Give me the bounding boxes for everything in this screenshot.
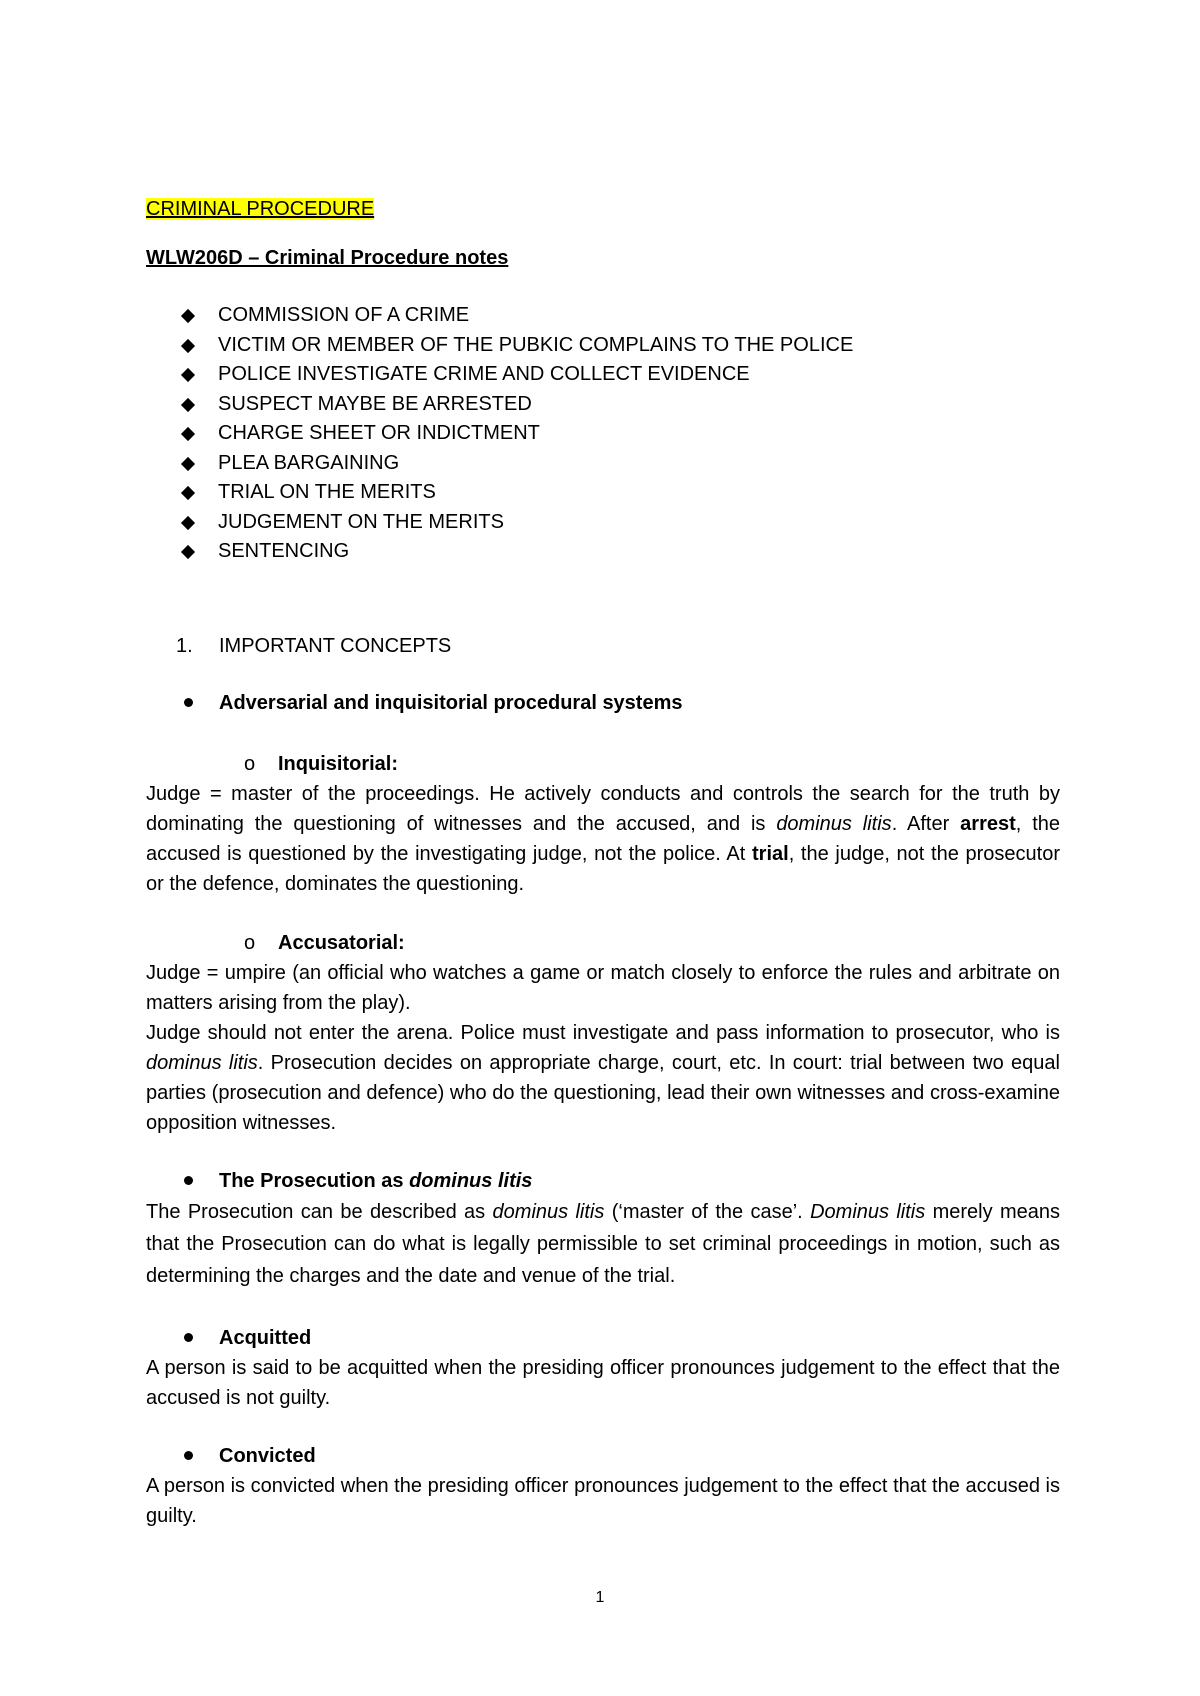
- paragraph-prosecution: The Prosecution can be described as dominus litis (‘master of the case’. Dominus litis merely means that the Prosecution can do what is legally permissible to set criminal proceedings in motion, such as determining the charges and the date and venue of the trial.: [146, 1201, 1060, 1287]
- paragraph-convicted: A person is convicted when the presiding officer pronounces judgement to the effect that the accused is guilty.: [146, 1475, 1060, 1527]
- list-item: SENTENCING: [180, 537, 853, 567]
- heading-accusatorial: o Accusatorial:: [244, 928, 405, 958]
- circle-bullet-icon: o: [244, 753, 256, 775]
- circle-bullet-icon: o: [244, 932, 256, 954]
- list-item: TRIAL ON THE MERITS: [180, 478, 853, 508]
- procedure-steps-list: [180, 301, 853, 567]
- section-heading-important-concepts: [176, 631, 451, 661]
- document-title: [146, 194, 374, 224]
- bullet-dot-icon: [184, 1333, 193, 1342]
- section-number: 1.: [176, 635, 193, 657]
- paragraph-inquisitorial: Judge = master of the proceedings. He actively conducts and controls the search for the truth by dominating the questioning of witnesses and the accused, and is dominus litis. After arrest, the accused is questioned by the investigating judge, not the police. At trial, the judge, not the prosecutor or the defence, dominates the questioning.: [146, 783, 1061, 895]
- diamond-bullet-icon: [182, 340, 194, 352]
- diamond-bullet-icon: [182, 546, 194, 558]
- heading-inquisitorial: o Inquisitorial:: [244, 749, 398, 779]
- paragraph-accusatorial-2: Judge should not enter the arena. Police must investigate and pass information to prosecutor, who is dominus litis. Prosecution decides on appropriate charge, court, etc. In court: trial between two equal parties (prosecution and defence) who do the questioning, lead their own witnesses and cross-examine opposition witnesses.: [146, 1022, 1060, 1134]
- list-item: CHARGE SHEET OR INDICTMENT: [180, 419, 853, 449]
- document-title-highlight: CRIMINAL PROCEDURE: [146, 198, 375, 220]
- heading-acquitted: Acquitted: [182, 1323, 311, 1353]
- list-item: VICTIM OR MEMBER OF THE PUBKIC COMPLAINS TO THE POLICE: [180, 331, 853, 361]
- diamond-bullet-icon: [182, 428, 194, 440]
- list-item: POLICE INVESTIGATE CRIME AND COLLECT EVIDENCE: [180, 360, 853, 390]
- heading-prosecution-dominus-litis: The Prosecution as dominus litis: [182, 1166, 532, 1196]
- bullet-dot-icon: [184, 1176, 193, 1185]
- bullet-dot-icon: [184, 698, 193, 707]
- diamond-bullet-icon: [182, 458, 194, 470]
- heading-convicted: Convicted: [182, 1441, 316, 1471]
- section-heading-text: IMPORTANT CONCEPTS: [219, 635, 452, 657]
- page-number: 1: [595, 1589, 605, 1606]
- diamond-bullet-icon: [182, 369, 194, 381]
- heading-adversarial-systems: Adversarial and inquisitorial procedural systems: [182, 688, 683, 718]
- paragraph-accusatorial-1: Judge = umpire (an official who watches a game or match closely to enforce the rules and arbitrate on matters arising from the play).: [146, 962, 1060, 1014]
- list-item: COMMISSION OF A CRIME: [180, 301, 853, 331]
- diamond-bullet-icon: [182, 310, 194, 322]
- document-subtitle: WLW206D – Criminal Procedure notes: [146, 247, 509, 269]
- paragraph-acquitted: A person is said to be acquitted when the presiding officer pronounces judgement to the effect that the accused is not guilty.: [146, 1357, 1060, 1409]
- list-item: JUDGEMENT ON THE MERITS: [180, 508, 853, 538]
- diamond-bullet-icon: [182, 487, 194, 499]
- bullet-dot-icon: [184, 1451, 193, 1460]
- diamond-bullet-icon: [182, 399, 194, 411]
- list-item: PLEA BARGAINING: [180, 449, 853, 479]
- list-item: SUSPECT MAYBE BE ARRESTED: [180, 390, 853, 420]
- diamond-bullet-icon: [182, 517, 194, 529]
